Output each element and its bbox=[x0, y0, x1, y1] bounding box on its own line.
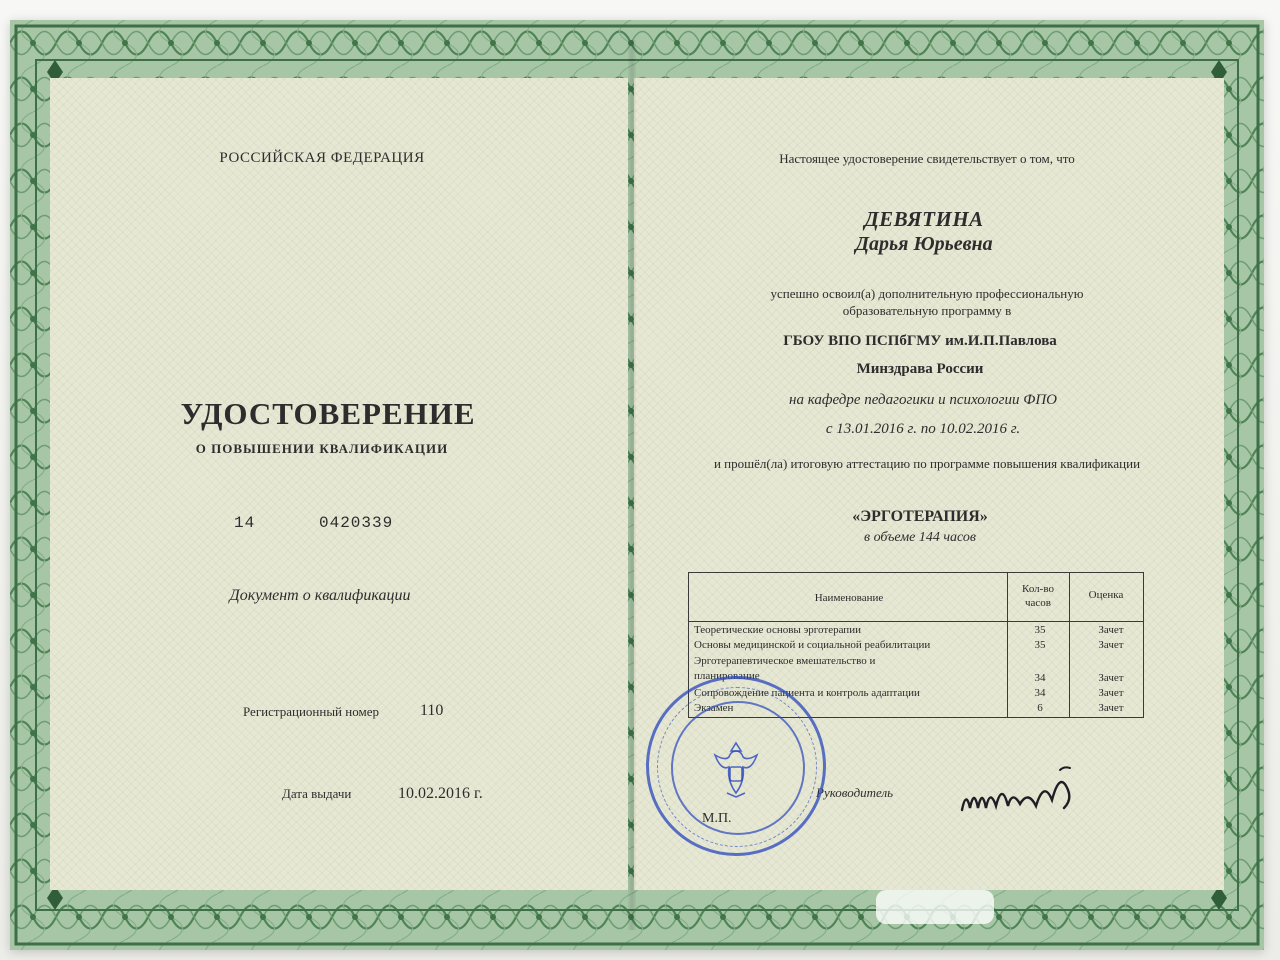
certificate-number: 0420339 bbox=[319, 514, 394, 532]
holder-surname: ДЕВЯТИНА bbox=[864, 207, 984, 231]
table-row-2-grade: Зачет bbox=[1098, 639, 1124, 651]
table-row-4-name: Сопровождение пациента и контроль адаптации bbox=[694, 687, 920, 699]
table-row-3-hours: 34 bbox=[1034, 672, 1046, 684]
holder-name: Дарья Юрьевна bbox=[855, 233, 993, 255]
center-fold bbox=[628, 40, 636, 930]
table-row-3-name: Эрготерапевтическое вмешательство и bbox=[694, 655, 876, 667]
table-row-1-grade: Зачет bbox=[1098, 624, 1124, 636]
organization-name: ГБОУ ВПО ПСПбГМУ им.И.П.Павлова bbox=[783, 333, 1057, 349]
table-row-5-hours: 6 bbox=[1037, 702, 1043, 714]
program-title: «ЭРГОТЕРАПИЯ» bbox=[852, 508, 988, 525]
issue-date-label: Дата выдачи bbox=[282, 786, 352, 801]
left-page bbox=[50, 78, 628, 890]
registration-number: 110 bbox=[420, 702, 444, 719]
signature-mark bbox=[952, 760, 1082, 830]
certificate-subtitle: О ПОВЫШЕНИИ КВАЛИФИКАЦИИ bbox=[195, 441, 449, 456]
study-period: с 13.01.2016 г. по 10.02.2016 г. bbox=[825, 421, 1021, 437]
scratched-area bbox=[876, 890, 994, 924]
registration-label: Регистрационный номер bbox=[243, 704, 379, 719]
table-row-2-hours: 35 bbox=[1034, 639, 1046, 651]
table-row-1-name: Теоретические основы эрготерапии bbox=[694, 624, 861, 636]
document-type: Документ о квалификации bbox=[229, 587, 411, 604]
certificate-title: УДОСТОВЕРЕНИЕ bbox=[180, 396, 476, 431]
table-header-grade: Оценка bbox=[1088, 589, 1124, 601]
table-row-3-grade: Зачет bbox=[1098, 672, 1124, 684]
eagle-emblem-icon bbox=[707, 737, 765, 799]
certificate-series: 14 bbox=[234, 514, 256, 532]
table-row-4-hours: 34 bbox=[1034, 687, 1046, 699]
table-header-hours-2: часов bbox=[1025, 597, 1051, 609]
organization-ministry: Минздрава России bbox=[856, 361, 984, 377]
head-label: Руководитель bbox=[816, 785, 894, 800]
table-row-2-name: Основы медицинской и социальной реабилитации bbox=[694, 639, 931, 651]
department-name: на кафедре педагогики и психологии ФПО bbox=[789, 392, 1057, 408]
country-name: РОССИЙСКАЯ ФЕДЕРАЦИЯ bbox=[219, 150, 425, 166]
intro-text: Настоящее удостоверение свидетельствует о том, что bbox=[779, 151, 1075, 166]
table-row-5-grade: Зачет bbox=[1098, 702, 1124, 714]
table-header-hours-1: Кол-во bbox=[1022, 583, 1054, 595]
attestation-text: и прошёл(ла) итоговую аттестацию по программе повышения квалификации bbox=[713, 456, 1141, 471]
program-volume: в объеме 144 часов bbox=[864, 530, 976, 545]
table-row-4-grade: Зачет bbox=[1098, 687, 1124, 699]
issue-date: 10.02.2016 г. bbox=[398, 785, 483, 802]
official-seal bbox=[646, 676, 826, 856]
table-row-3-name-cont: планирование bbox=[694, 670, 760, 682]
table-row-5-name: Экзамен bbox=[694, 702, 734, 714]
table-header-name: Наименование bbox=[814, 592, 884, 604]
program-line-1: успешно освоил(а) дополнительную профессиональную bbox=[770, 286, 1084, 301]
seal-place-label: М.П. bbox=[702, 811, 732, 826]
table-row-1-hours: 35 bbox=[1034, 624, 1046, 636]
program-line-2: образовательную программу в bbox=[842, 303, 1012, 318]
